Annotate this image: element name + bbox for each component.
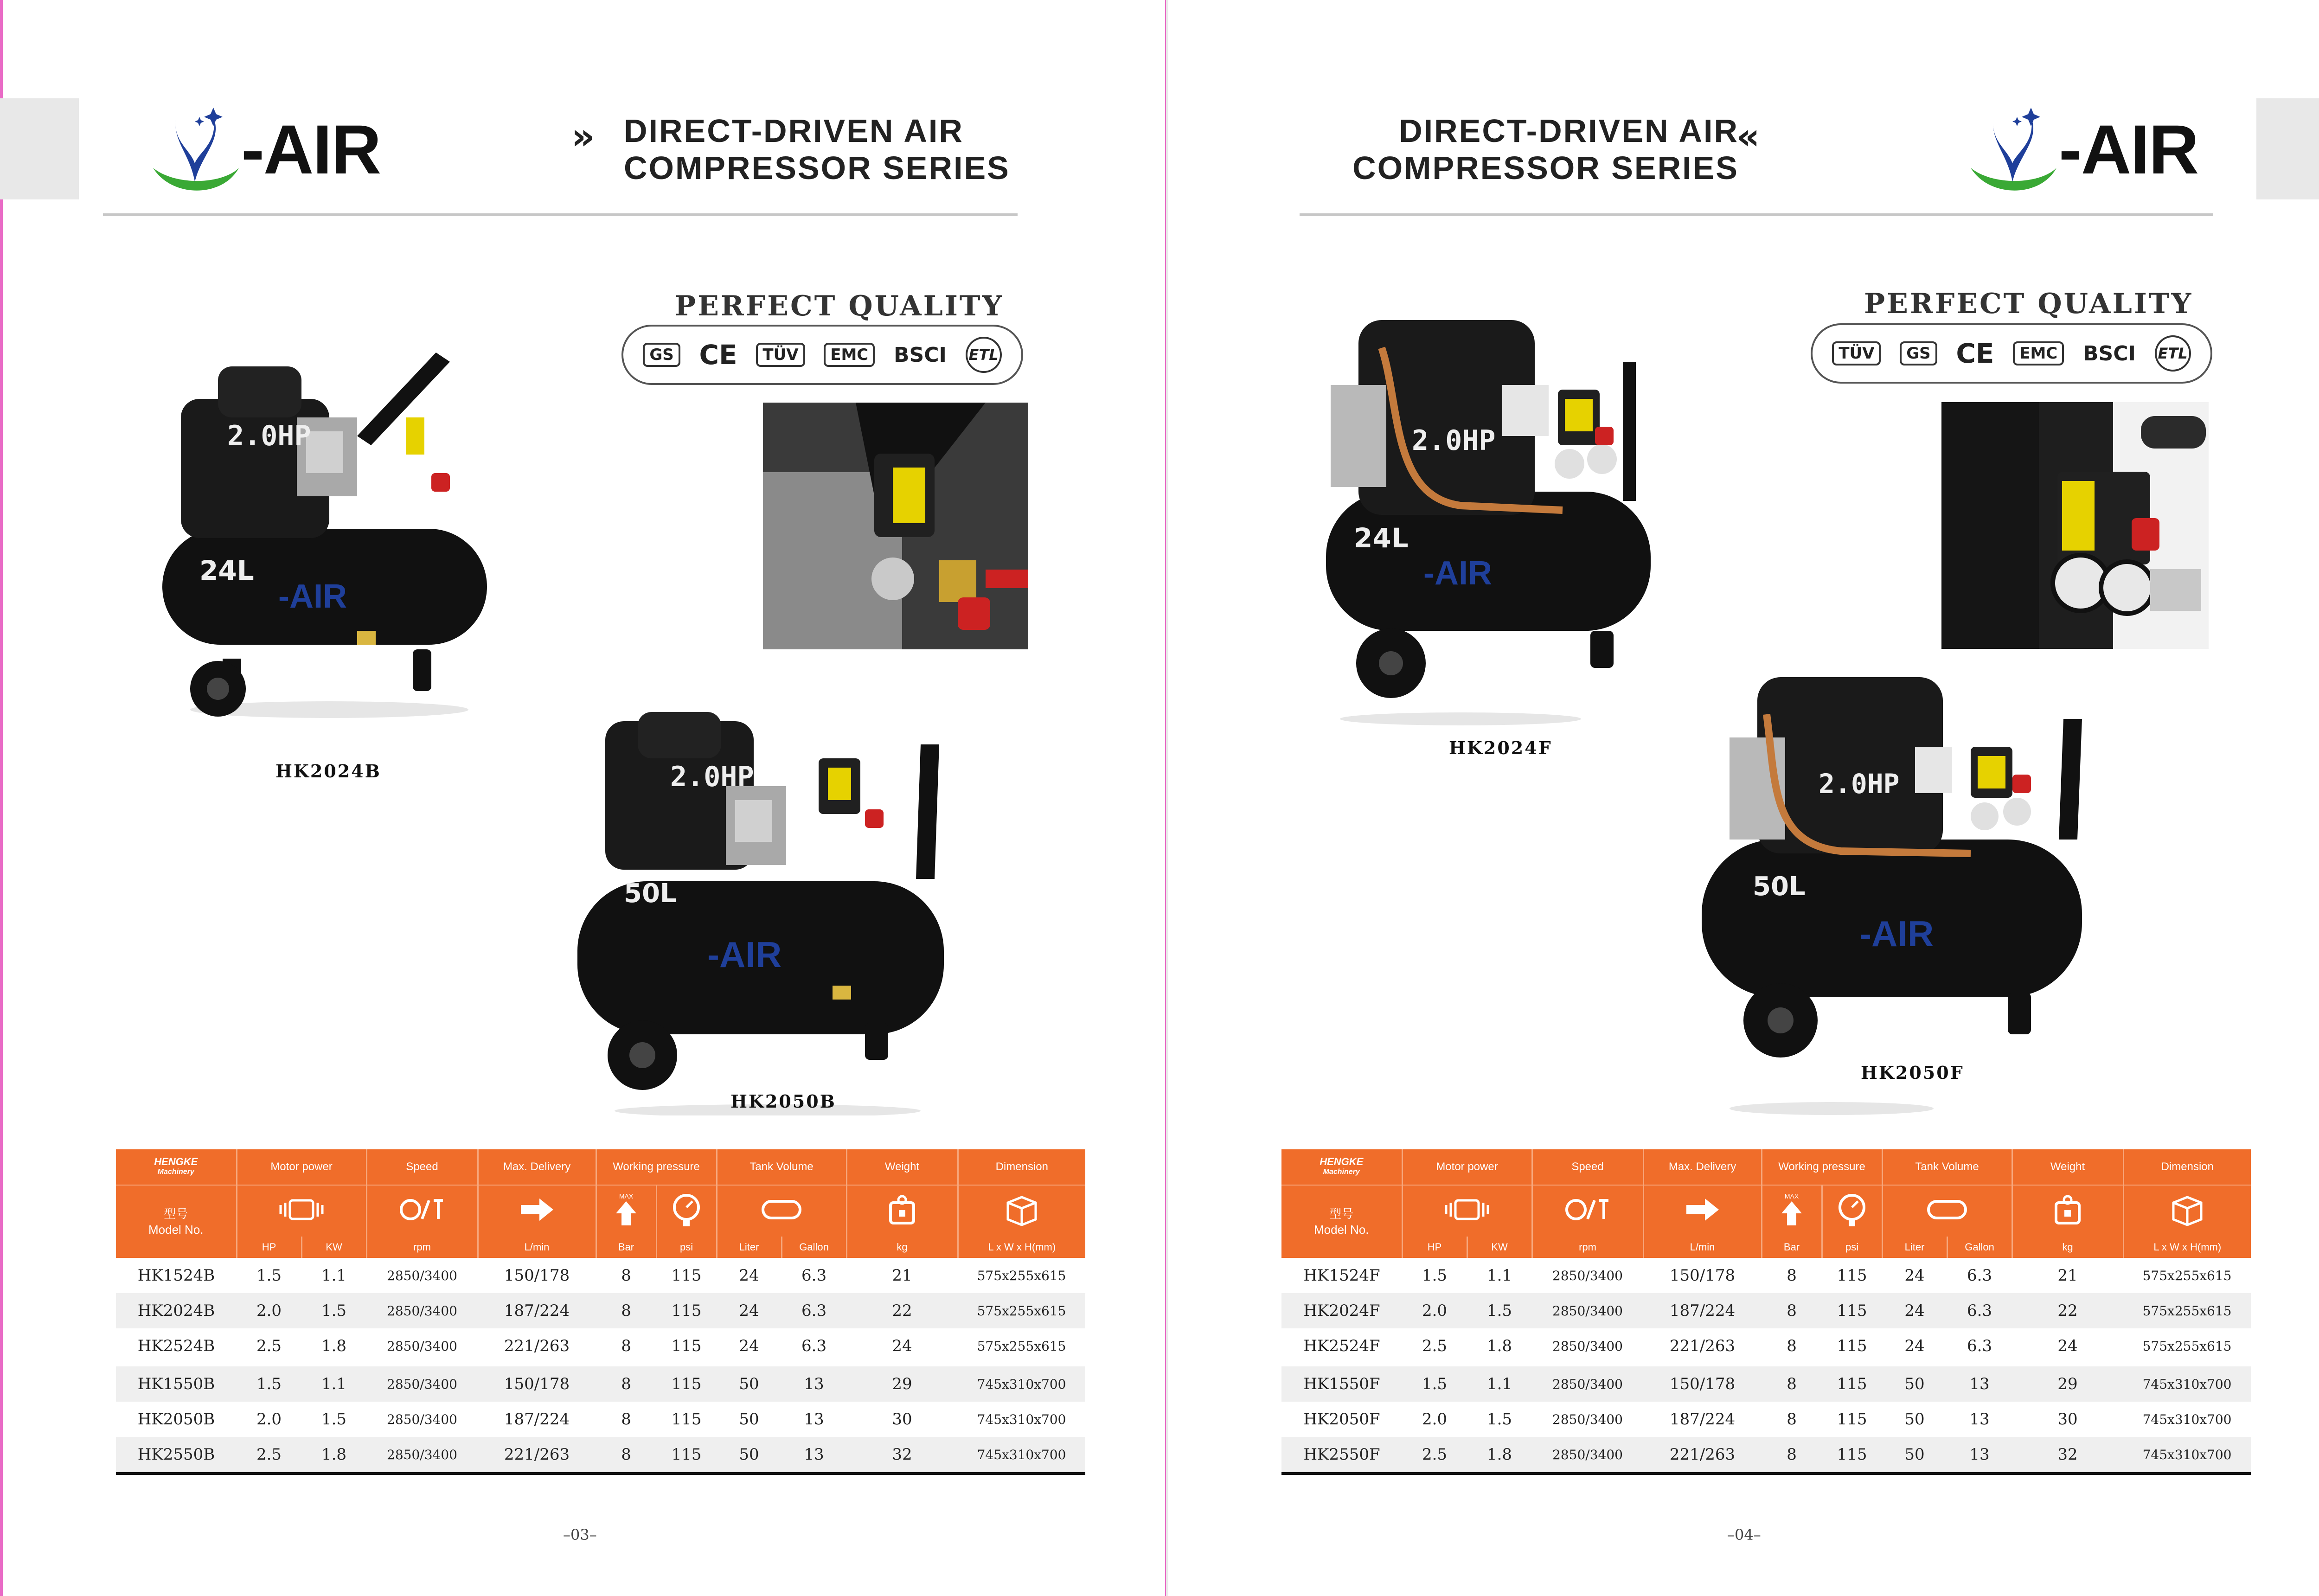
unit-header: rpm: [1532, 1237, 1643, 1258]
box-dimension-icon: [958, 1185, 1085, 1237]
cell-model: HK2550F: [1281, 1437, 1402, 1474]
cell-psi: 115: [1837, 1337, 1867, 1355]
table-row: [1281, 1293, 2251, 1328]
cell-gallon: 6.3: [1967, 1337, 1992, 1355]
brand-logo: [1961, 98, 2198, 200]
model-no-cn: 型号: [1329, 1207, 1354, 1221]
column-group-header: Weight: [846, 1149, 958, 1185]
brand-logo-cell: [1281, 1149, 1402, 1185]
cell-lmin: 187/224: [504, 1410, 570, 1429]
cell-kw: 1.1: [1467, 1365, 1532, 1402]
series-title-line2: COMPRESSOR SERIES: [1352, 150, 1739, 186]
chevron-right-icon: »: [571, 116, 595, 158]
unit-header: Bar: [596, 1237, 656, 1258]
cell-hp: 1.5: [256, 1266, 282, 1285]
series-title: [624, 112, 1010, 186]
cell-liter: 50: [1904, 1410, 1925, 1429]
cell-kw: 1.5: [1486, 1410, 1512, 1429]
cell-rpm: 2850/3400: [1552, 1411, 1623, 1427]
quality-heading: PERFECT QUALITY: [1864, 288, 2193, 320]
cell-kg: 24: [892, 1337, 912, 1355]
pressure-gauges-closeup-icon: [1941, 402, 2209, 649]
tank-logo-text: -AIR: [1423, 555, 1492, 592]
model-label-hk2024f: HK2024F: [1449, 737, 1552, 758]
model-no-en: Model No.: [1314, 1223, 1369, 1237]
column-group-header: Tank Volume: [1882, 1149, 2012, 1185]
max-pressure-icon: [596, 1185, 656, 1237]
cell-psi: 115: [671, 1266, 702, 1285]
brand-name: HENGKE: [154, 1156, 198, 1167]
certification-badges: [1811, 323, 2212, 384]
bsci-cert-icon: BSCI: [893, 343, 947, 367]
cell-psi: 115: [671, 1337, 702, 1355]
product-tank-label: 24L: [1354, 522, 1409, 554]
unit-header: Liter: [1882, 1237, 1947, 1258]
header-rule: [1300, 213, 2213, 216]
table-row: [1281, 1258, 2251, 1293]
unit-header: kg: [846, 1237, 958, 1258]
brand-logo: [144, 98, 380, 200]
cell-rpm: 2850/3400: [366, 1293, 478, 1328]
page-corner-tab: [0, 98, 79, 199]
unit-header: L x W x H(mm): [958, 1237, 1085, 1258]
cell-hp: 1.5: [1422, 1266, 1448, 1285]
cell-model: HK2524F: [1303, 1337, 1380, 1355]
cell-gallon: 13: [782, 1437, 846, 1474]
logo-wordmark: -AIR: [2059, 110, 2198, 188]
cell-bar: 8: [1762, 1293, 1822, 1328]
cell-gallon: 6.3: [1967, 1266, 1992, 1285]
page-edge: [0, 0, 3, 1596]
cell-bar: 8: [1787, 1337, 1797, 1355]
gauge-icon: [656, 1185, 717, 1237]
cell-dim: 745x310x700: [2123, 1365, 2251, 1402]
cell-model: HK2524B: [137, 1337, 215, 1355]
cell-dim: 575x255x615: [977, 1268, 1066, 1283]
model-label-hk2050b: HK2050B: [730, 1091, 836, 1112]
unit-header: KW: [1467, 1237, 1532, 1258]
table-row: [1281, 1437, 2251, 1474]
cell-kg: 21: [892, 1266, 912, 1285]
compressor-photo-hk2024f: [1321, 311, 1674, 737]
series-title: [1326, 112, 1739, 186]
page-number: –04–: [1727, 1526, 1761, 1544]
cell-bar: 8: [1762, 1365, 1822, 1402]
cell-psi: 115: [656, 1437, 717, 1474]
cell-dim: 745x310x700: [2142, 1411, 2232, 1427]
cell-liter: 24: [739, 1337, 759, 1355]
motor-icon: [1402, 1185, 1532, 1237]
chevron-left-icon: «: [1736, 116, 1760, 158]
cell-dim: 575x255x615: [2123, 1293, 2251, 1328]
cell-liter: 50: [1882, 1437, 1947, 1474]
weight-icon: [846, 1185, 958, 1237]
model-no-cn: 型号: [164, 1207, 188, 1221]
speed-icon: [366, 1185, 478, 1237]
quality-heading: PERFECT QUALITY: [675, 290, 1004, 322]
column-group-header: Motor power: [237, 1149, 366, 1185]
detail-photo-pressure-switch: [763, 403, 1028, 649]
cell-kw: 1.1: [301, 1365, 366, 1402]
cell-hp: 2.0: [1422, 1410, 1448, 1429]
product-power-label: 2.0HP: [1819, 768, 1900, 800]
table-row: [116, 1258, 1085, 1293]
tuv-cert-icon: TÜV: [1832, 341, 1881, 365]
cell-model: HK2050F: [1303, 1410, 1380, 1429]
cell-hp: 2.0: [237, 1293, 301, 1328]
cell-liter: 24: [1904, 1337, 1925, 1355]
cell-rpm: 2850/3400: [1552, 1268, 1623, 1283]
cell-psi: 115: [1837, 1266, 1867, 1285]
brand-logo-cell: [116, 1149, 237, 1185]
cell-rpm: 2850/3400: [366, 1365, 478, 1402]
cell-liter: 24: [717, 1293, 782, 1328]
cell-hp: 2.5: [256, 1337, 282, 1355]
tank-logo-text: -AIR: [707, 934, 782, 975]
etl-cert-icon: ETL: [2155, 335, 2191, 372]
model-no-header: [1281, 1185, 1402, 1258]
arrow-right-icon: [1643, 1185, 1762, 1237]
series-title-line1: DIRECT-DRIVEN AIR: [624, 113, 964, 149]
motor-icon: [237, 1185, 366, 1237]
cell-psi: 115: [671, 1410, 702, 1429]
page-number: –03–: [563, 1526, 597, 1544]
cell-dim: 575x255x615: [958, 1293, 1085, 1328]
cell-dim: 575x255x615: [2142, 1338, 2232, 1354]
brand-name: HENGKE: [1320, 1156, 1364, 1167]
table-row: [116, 1402, 1085, 1437]
product-power-label: 2.0HP: [227, 420, 311, 452]
cell-lmin: 221/263: [504, 1337, 570, 1355]
cell-lmin: 221/263: [478, 1437, 596, 1474]
unit-header: Gallon: [1947, 1237, 2012, 1258]
cell-kw: 1.5: [1467, 1293, 1532, 1328]
series-title-line2: COMPRESSOR SERIES: [624, 150, 1010, 186]
column-group-header: Max. Delivery: [1643, 1149, 1762, 1185]
cell-psi: 115: [656, 1365, 717, 1402]
column-group-header: Dimension: [2123, 1149, 2251, 1185]
cell-rpm: 2850/3400: [1532, 1365, 1643, 1402]
speed-icon: [1532, 1185, 1643, 1237]
cell-kw: 1.8: [301, 1437, 366, 1474]
product-power-label: 2.0HP: [670, 761, 754, 793]
brand-logo-icon: [144, 98, 246, 200]
cell-bar: 8: [596, 1437, 656, 1474]
model-no-en: Model No.: [148, 1223, 204, 1237]
cell-lmin: 150/178: [1669, 1266, 1736, 1285]
cell-gallon: 6.3: [801, 1337, 827, 1355]
max-pressure-icon: [1762, 1185, 1822, 1237]
unit-header: HP: [1402, 1237, 1467, 1258]
product-tank-label: 50L: [624, 878, 677, 909]
tank-logo-text: -AIR: [1859, 913, 1934, 954]
tuv-cert-icon: TÜV: [756, 343, 805, 367]
ce-cert-icon: CE: [699, 339, 737, 371]
cell-bar: 8: [596, 1365, 656, 1402]
model-label-hk2050f: HK2050F: [1861, 1062, 1964, 1083]
arrow-right-icon: [478, 1185, 596, 1237]
cell-model: HK1550F: [1281, 1365, 1402, 1402]
cell-lmin: 150/178: [1643, 1365, 1762, 1402]
gauge-icon: [1822, 1185, 1882, 1237]
cell-rpm: 2850/3400: [1532, 1293, 1643, 1328]
cell-model: HK2024F: [1281, 1293, 1402, 1328]
cell-hp: 2.0: [256, 1410, 282, 1429]
cell-rpm: 2850/3400: [387, 1338, 457, 1354]
model-no-header: [116, 1185, 237, 1258]
cell-rpm: 2850/3400: [1552, 1338, 1623, 1354]
column-group-header: Speed: [1532, 1149, 1643, 1185]
product-tank-label: 50L: [1753, 872, 1806, 902]
svg-text:MAX: MAX: [619, 1192, 634, 1200]
cell-kg: 32: [2012, 1437, 2123, 1474]
weight-icon: [2012, 1185, 2123, 1237]
cell-hp: 2.5: [1422, 1337, 1448, 1355]
cell-gallon: 6.3: [1947, 1293, 2012, 1328]
cell-hp: 1.5: [1402, 1365, 1467, 1402]
cell-hp: 2.5: [1402, 1437, 1467, 1474]
unit-header: HP: [237, 1237, 301, 1258]
cell-liter: 50: [1882, 1365, 1947, 1402]
cell-kg: 32: [846, 1437, 958, 1474]
cell-kg: 30: [2057, 1410, 2078, 1429]
cell-gallon: 13: [782, 1365, 846, 1402]
cell-model: HK2050B: [137, 1410, 215, 1429]
cell-psi: 115: [1822, 1293, 1882, 1328]
page-corner-tab: [2256, 98, 2319, 199]
cell-hp: 2.5: [237, 1437, 301, 1474]
cell-gallon: 6.3: [801, 1266, 827, 1285]
cell-kg: 24: [2057, 1337, 2078, 1355]
cell-kw: 1.8: [1486, 1337, 1512, 1355]
compressor-photo-hk2050b: [568, 703, 972, 1115]
cell-bar: 8: [1787, 1266, 1797, 1285]
cell-psi: 115: [1837, 1410, 1867, 1429]
column-group-header: Working pressure: [596, 1149, 717, 1185]
column-group-header: Motor power: [1402, 1149, 1532, 1185]
tank-icon: [1882, 1185, 2012, 1237]
cell-dim: 575x255x615: [977, 1338, 1066, 1354]
gs-cert-icon: GS: [1900, 341, 1937, 365]
etl-cert-icon: ETL: [966, 337, 1002, 373]
cell-kg: 29: [846, 1365, 958, 1402]
cell-bar: 8: [621, 1410, 631, 1429]
unit-header: kg: [2012, 1237, 2123, 1258]
unit-header: L/min: [478, 1237, 596, 1258]
table-row: [116, 1293, 1085, 1328]
cell-dim: 745x310x700: [958, 1437, 1085, 1474]
cell-kw: 1.1: [321, 1266, 347, 1285]
cell-liter: 24: [1904, 1266, 1925, 1285]
cell-rpm: 2850/3400: [366, 1437, 478, 1474]
brand-subtitle: Machinery: [157, 1168, 194, 1176]
cell-kw: 1.5: [301, 1293, 366, 1328]
tank-icon: [717, 1185, 846, 1237]
product-power-label: 2.0HP: [1412, 424, 1496, 457]
cell-gallon: 13: [1969, 1410, 1990, 1429]
series-title-line1: DIRECT-DRIVEN AIR: [1399, 113, 1739, 149]
column-group-header: Max. Delivery: [478, 1149, 596, 1185]
table-row: [116, 1328, 1085, 1365]
certification-badges: [621, 325, 1023, 385]
brand-logo-icon: [1961, 98, 2063, 200]
unit-header: Bar: [1762, 1237, 1822, 1258]
compressor-photo-hk2050f: [1692, 668, 2110, 1122]
unit-header: psi: [1822, 1237, 1882, 1258]
spec-table-right: [1281, 1149, 2251, 1475]
cell-model: HK2024B: [116, 1293, 237, 1328]
table-row: [1281, 1328, 2251, 1365]
table-row: [116, 1365, 1085, 1402]
cell-kw: 1.1: [1486, 1266, 1512, 1285]
cell-lmin: 150/178: [478, 1365, 596, 1402]
cell-dim: 745x310x700: [2123, 1437, 2251, 1474]
cell-bar: 8: [621, 1266, 631, 1285]
cell-psi: 115: [656, 1293, 717, 1328]
ce-cert-icon: CE: [1956, 338, 1994, 369]
model-label-hk2024b: HK2024B: [275, 761, 381, 782]
unit-header: rpm: [366, 1237, 478, 1258]
cell-model: HK1550B: [116, 1365, 237, 1402]
cell-liter: 50: [717, 1437, 782, 1474]
column-group-header: Working pressure: [1762, 1149, 1882, 1185]
cell-liter: 24: [1882, 1293, 1947, 1328]
cell-kg: 21: [2057, 1266, 2078, 1285]
logo-wordmark: -AIR: [241, 110, 381, 188]
cell-hp: 2.0: [1402, 1293, 1467, 1328]
spec-table-left: [116, 1149, 1085, 1475]
cell-kw: 1.8: [321, 1337, 347, 1355]
cell-rpm: 2850/3400: [387, 1268, 457, 1283]
cell-hp: 1.5: [237, 1365, 301, 1402]
cell-lmin: 187/224: [1669, 1410, 1736, 1429]
cell-gallon: 13: [1947, 1437, 2012, 1474]
cell-kg: 22: [2012, 1293, 2123, 1328]
emc-cert-icon: EMC: [2013, 341, 2064, 365]
compressor-photo-hk2024b: [153, 343, 506, 724]
unit-header: psi: [656, 1237, 717, 1258]
cell-psi: 115: [1822, 1437, 1882, 1474]
cell-bar: 8: [596, 1293, 656, 1328]
cell-liter: 24: [739, 1266, 759, 1285]
product-tank-label: 24L: [199, 555, 254, 586]
cell-lmin: 221/263: [1669, 1337, 1736, 1355]
cell-model: HK2550B: [116, 1437, 237, 1474]
cell-lmin: 187/224: [1643, 1293, 1762, 1328]
cell-kw: 1.5: [321, 1410, 347, 1429]
cell-kg: 29: [2012, 1365, 2123, 1402]
unit-header: Gallon: [782, 1237, 846, 1258]
cell-liter: 50: [717, 1365, 782, 1402]
svg-text:MAX: MAX: [1784, 1192, 1799, 1200]
cell-kw: 1.8: [1467, 1437, 1532, 1474]
cell-rpm: 2850/3400: [1532, 1437, 1643, 1474]
unit-header: L/min: [1643, 1237, 1762, 1258]
cell-kg: 22: [846, 1293, 958, 1328]
box-dimension-icon: [2123, 1185, 2251, 1237]
cell-dim: 745x310x700: [958, 1365, 1085, 1402]
bsci-cert-icon: BSCI: [2082, 341, 2136, 365]
emc-cert-icon: EMC: [824, 343, 875, 367]
cell-kg: 30: [892, 1410, 912, 1429]
cell-lmin: 221/263: [1643, 1437, 1762, 1474]
cell-psi: 115: [1822, 1365, 1882, 1402]
column-group-header: Dimension: [958, 1149, 1085, 1185]
table-row: [1281, 1402, 2251, 1437]
cell-bar: 8: [1787, 1410, 1797, 1429]
unit-header: KW: [301, 1237, 366, 1258]
detail-photo-pressure-gauges: [1941, 402, 2209, 649]
table-row: [116, 1437, 1085, 1474]
brand-subtitle: Machinery: [1323, 1168, 1360, 1176]
cell-lmin: 150/178: [504, 1266, 570, 1285]
unit-header: L x W x H(mm): [2123, 1237, 2251, 1258]
cell-gallon: 13: [1947, 1365, 2012, 1402]
cell-bar: 8: [621, 1337, 631, 1355]
pressure-switch-closeup-icon: [763, 403, 1028, 649]
cell-dim: 575x255x615: [2142, 1268, 2232, 1283]
header-rule: [103, 213, 1018, 216]
cell-dim: 745x310x700: [977, 1411, 1066, 1427]
column-group-header: Tank Volume: [717, 1149, 846, 1185]
gs-cert-icon: GS: [643, 343, 680, 367]
unit-header: Liter: [717, 1237, 782, 1258]
tank-logo-text: -AIR: [278, 578, 347, 615]
table-row: [1281, 1365, 2251, 1402]
catalog-page-right: [1168, 0, 2319, 1596]
cell-bar: 8: [1762, 1437, 1822, 1474]
cell-model: HK1524B: [137, 1266, 215, 1285]
cell-gallon: 13: [804, 1410, 824, 1429]
cell-gallon: 6.3: [782, 1293, 846, 1328]
column-group-header: Weight: [2012, 1149, 2123, 1185]
cell-rpm: 2850/3400: [387, 1411, 457, 1427]
cell-model: HK1524F: [1303, 1266, 1380, 1285]
column-group-header: Speed: [366, 1149, 478, 1185]
cell-lmin: 187/224: [478, 1293, 596, 1328]
cell-liter: 50: [739, 1410, 759, 1429]
